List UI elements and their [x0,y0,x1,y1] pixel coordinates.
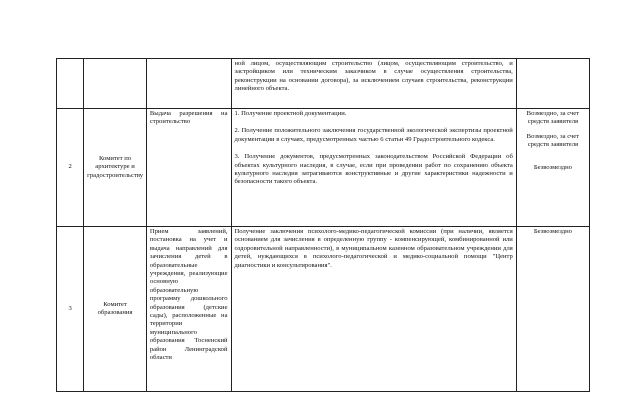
payment-item: Безвозмездно [533,228,572,235]
service-cell: Выдача разрешения на строительство [146,109,231,227]
document-item: 1. Получение проектной документации. [234,110,347,117]
documents-cell [231,227,516,392]
payment-cell [516,59,589,109]
organization-cell: Комитет образования [84,227,147,392]
documents-cell [231,59,516,109]
payment-item: Безвозмездно [533,163,572,171]
payment-item: Возмездно, за счет средств заявителя [526,132,580,149]
service-cell: Прием заявлений, постановка на учет и выдача направлений для зачисления детей в образовательные учреждения, реализующие основную образовательную программу дошкольного образования (детские сады), расположенные на территории муниципального образования Тосненский район Ленинградской области [146,227,231,392]
table-row [57,59,590,109]
service-cell [146,59,231,109]
table-row [57,227,590,392]
payment-item: Возмездно, за счет средств заявителя [526,110,580,126]
row-number: 2 [57,109,84,227]
document-item: 2. Получение положительного заключения государственной экологической экспертизы проектной документации в случаях, предусмотренных частью 6 статьи 49 Градостроительного кодекса. [234,127,513,143]
organization-cell [84,59,147,109]
documents-cell [231,109,516,227]
payment-cell [516,109,589,227]
document-item: Получение заключения психолого-медико-педагогической комиссии (при наличии, является основанием для зачисления в определенную группу - компенсирующей, комбинированной или оздоровительной направленности), в муниципальном казенном образовательном учреждении для детей, нуждающихся в психолого-педагогической и медико-социальной помощи "Центр диагностики и консультирования". [234,228,513,269]
organization-cell: Комитет по архитектуре и градостроительству [84,109,147,227]
row-number: 3 [57,227,84,392]
payment-cell [516,227,589,392]
table-row [57,109,590,227]
document-item: ной лицом, осуществляющим строительство (лицом, осуществляющим строительство, и застройщиком или техническим заказчиком в случае осуществления строительства, реконструкции на основании договора), за исключением случаев строительства, реконструкции линейного объекта. [234,60,513,93]
row-number [57,59,84,109]
services-table [56,58,590,392]
document-item: 3. Получение документов, предусмотренных законодательством Российской Федерации об объектах культурного наследия, в случае, если при проведении работ по сохранению объекта культурного наследия затрагиваются конструктивные и другие характеристики надежности и безопасности такого объекта. [234,153,513,186]
